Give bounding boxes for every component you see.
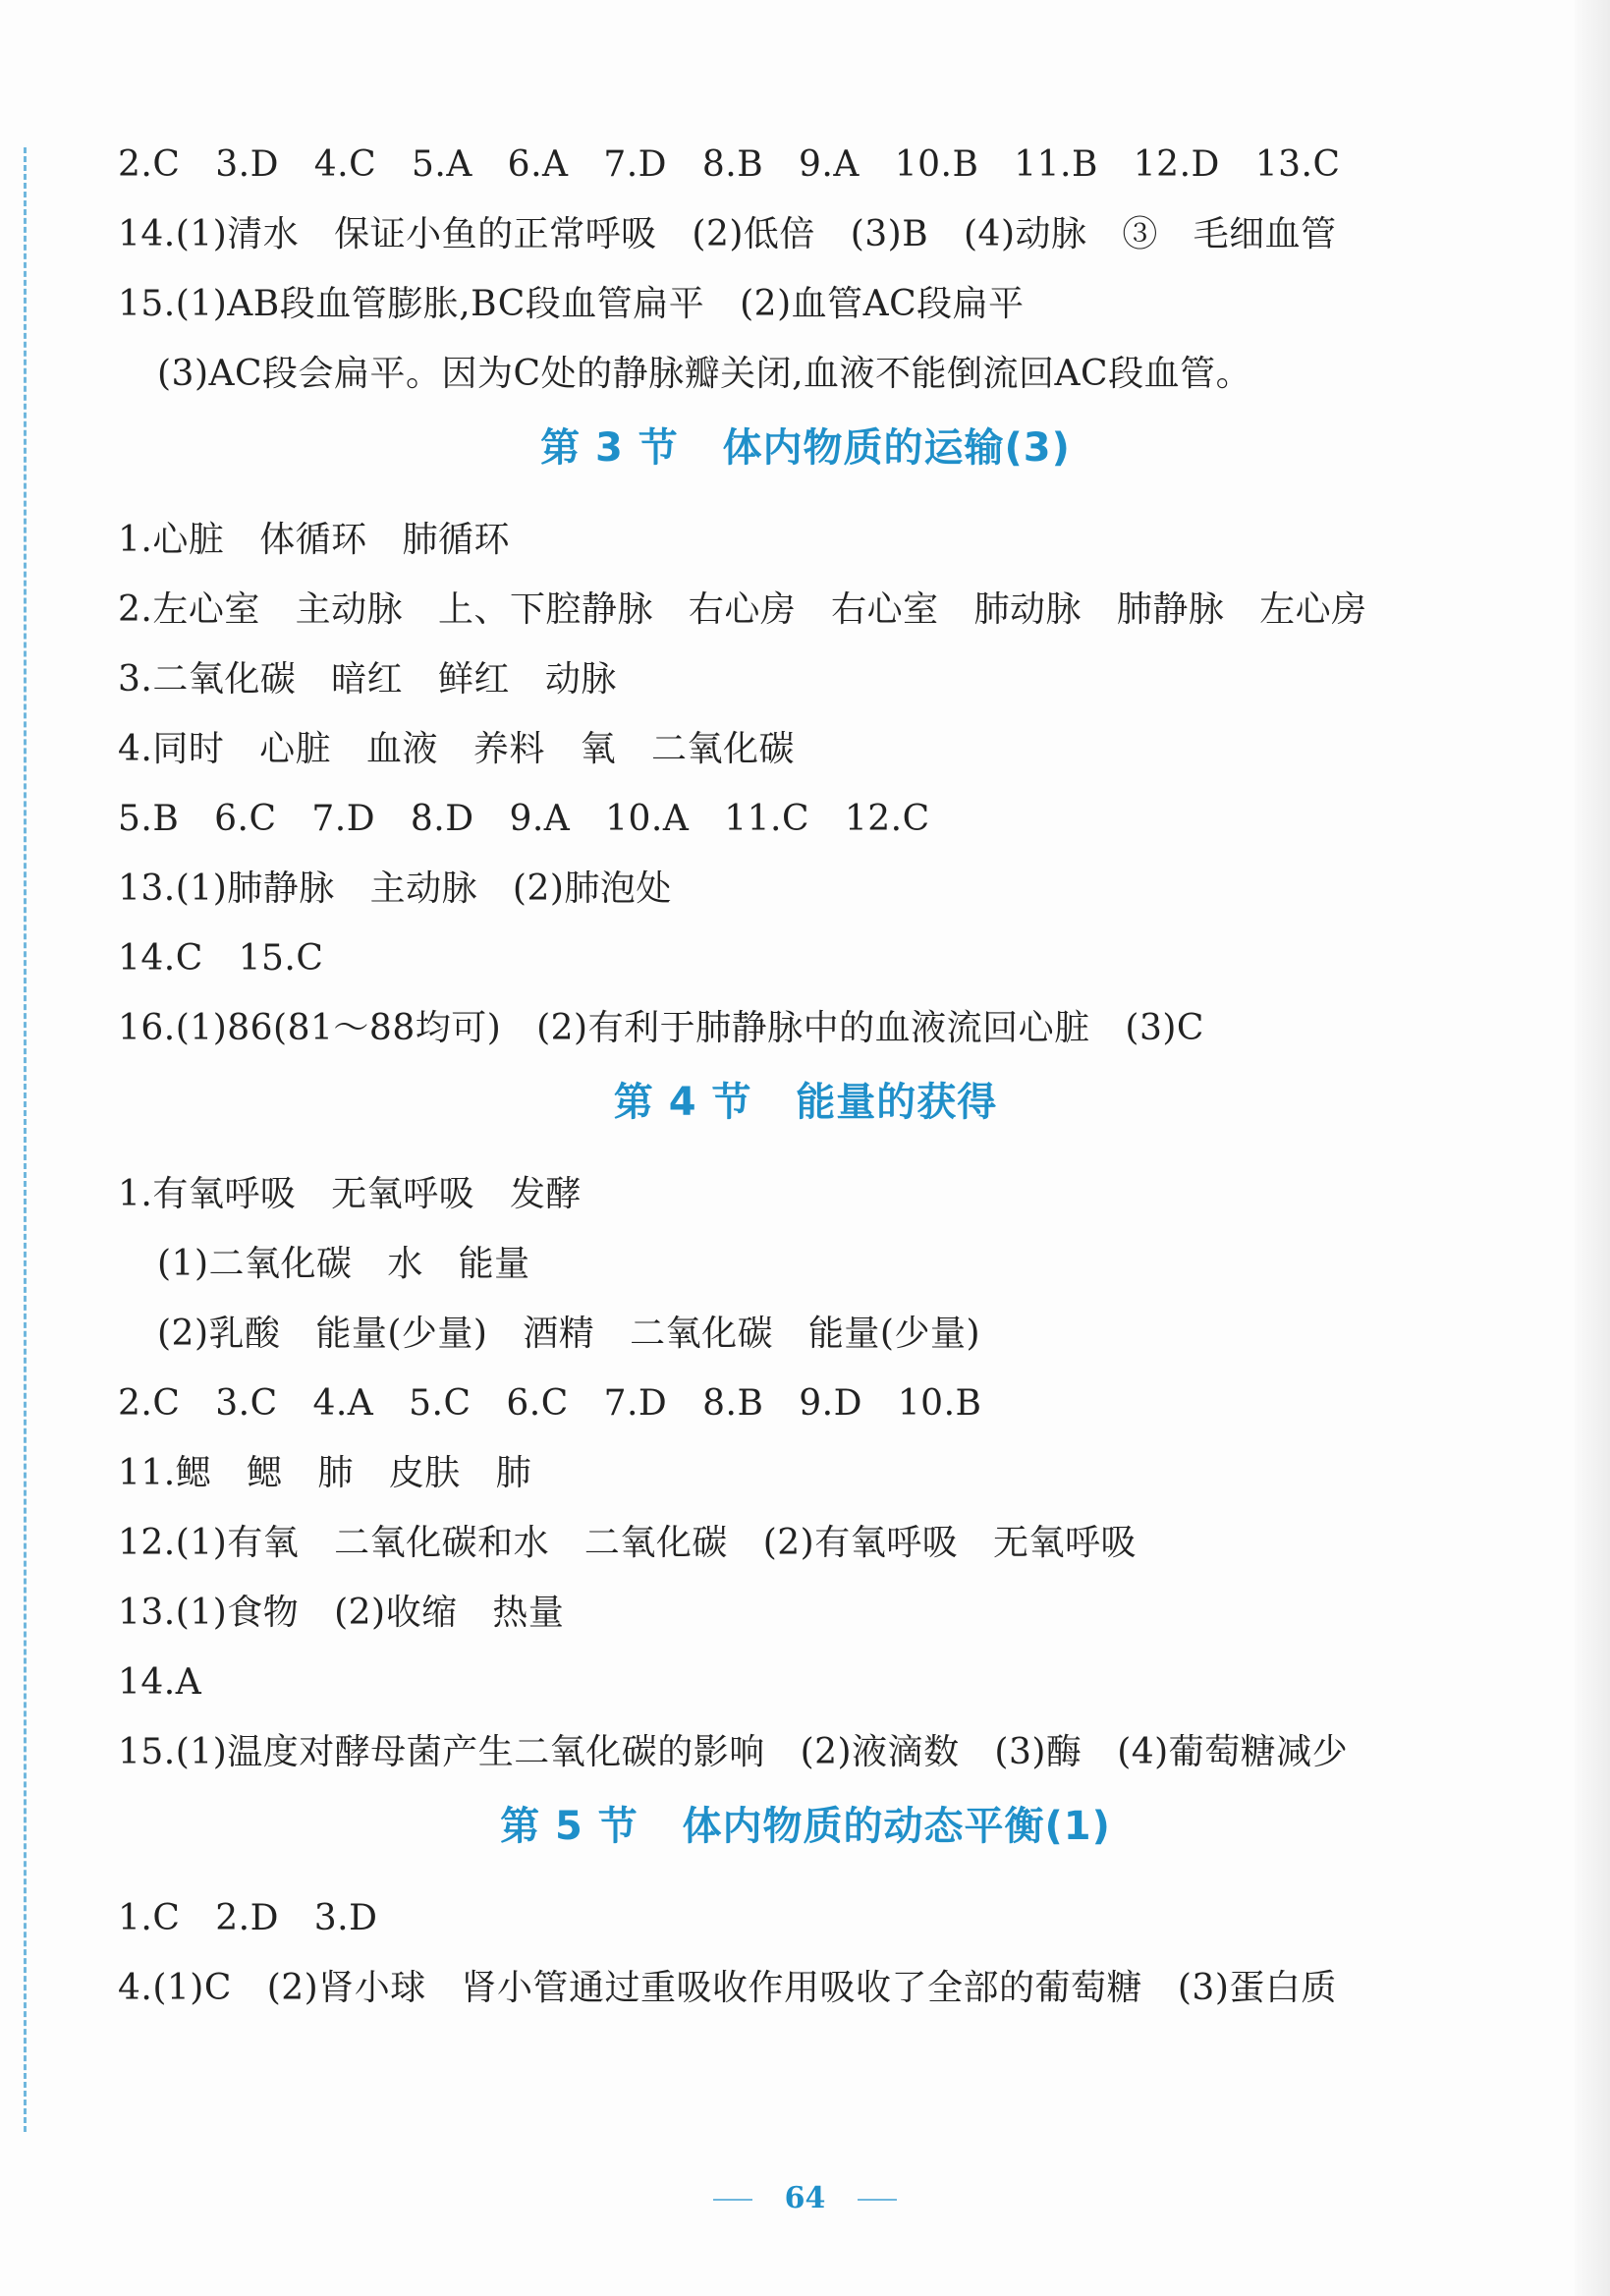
answer-line: 12.(1)有氧 二氧化碳和水 二氧化碳 (2)有氧呼吸 无氧呼吸 xyxy=(118,1523,1138,1563)
answer-line: 4.同时 心脏 血液 养料 氧 二氧化碳 xyxy=(118,729,795,769)
page-edge-shadow xyxy=(1575,0,1610,2296)
answer-line: 15.(1)温度对酵母菌产生二氧化碳的影响 (2)液滴数 (3)酶 (4)葡萄糖减少 xyxy=(118,1732,1349,1772)
section-continued xyxy=(118,145,1493,394)
answer-content xyxy=(118,145,1493,2039)
answer-line: 1.有氧呼吸 无氧呼吸 发酵 xyxy=(118,1174,583,1214)
section-5 xyxy=(118,1803,1493,2008)
answer-line: 14.A xyxy=(118,1662,202,1703)
answer-line: (2)乳酸 能量(少量) 酒精 二氧化碳 能量(少量) xyxy=(157,1314,980,1354)
footer-dash-left xyxy=(713,2199,752,2201)
binding-dashed-line xyxy=(24,147,27,2132)
section-heading: 第 4 节 能量的获得 xyxy=(613,1080,998,1125)
answer-line: 16.(1)86(81～88均可) (2)有利于肺静脉中的血液流回心脏 (3)C xyxy=(118,1008,1204,1048)
answer-line: (3)AC段会扁平。因为C处的静脉瓣关闭,血液不能倒流回AC段血管。 xyxy=(157,354,1252,394)
answer-line: 14.C 15.C xyxy=(118,938,324,979)
answer-line: 13.(1)食物 (2)收缩 热量 xyxy=(118,1593,565,1633)
section-3 xyxy=(118,424,1493,1048)
answer-line: 4.(1)C (2)肾小球 肾小管通过重吸收作用吸收了全部的葡萄糖 (3)蛋白质 xyxy=(118,1968,1337,2008)
answer-line: 5.B 6.C 7.D 8.D 9.A 10.A 11.C 12.C xyxy=(118,799,930,839)
section-heading: 第 5 节 体内物质的动态平衡(1) xyxy=(500,1804,1111,1849)
section-4 xyxy=(118,1079,1493,1772)
answer-line: 15.(1)AB段血管膨胀,BC段血管扁平 (2)血管AC段扁平 xyxy=(118,284,1025,324)
answer-line: 1.C 2.D 3.D xyxy=(118,1898,378,1938)
page-number: 64 xyxy=(784,2181,826,2215)
section-heading: 第 3 节 体内物质的运输(3) xyxy=(540,425,1071,471)
answer-line: 2.左心室 主动脉 上、下腔静脉 右心房 右心室 肺动脉 肺静脉 左心房 xyxy=(118,589,1367,630)
answer-line: 11.鳃 鳃 肺 皮肤 肺 xyxy=(118,1453,532,1493)
footer-dash-right xyxy=(858,2199,897,2201)
answer-line: 2.C 3.C 4.A 5.C 6.C 7.D 8.B 9.D 10.B xyxy=(118,1383,982,1424)
answer-line: 2.C 3.D 4.C 5.A 6.A 7.D 8.B 9.A 10.B 11.B 12.D 13.C xyxy=(118,144,1341,185)
answer-line: 13.(1)肺静脉 主动脉 (2)肺泡处 xyxy=(118,868,672,909)
answer-line: 1.心脏 体循环 肺循环 xyxy=(118,520,511,560)
answer-line: 14.(1)清水 保证小鱼的正常呼吸 (2)低倍 (3)B (4)动脉 ③ 毛细血管 xyxy=(118,214,1337,254)
answer-line: 3.二氧化碳 暗红 鲜红 动脉 xyxy=(118,659,617,700)
answer-line: (1)二氧化碳 水 能量 xyxy=(157,1244,530,1284)
page-number-footer xyxy=(0,2181,1610,2215)
